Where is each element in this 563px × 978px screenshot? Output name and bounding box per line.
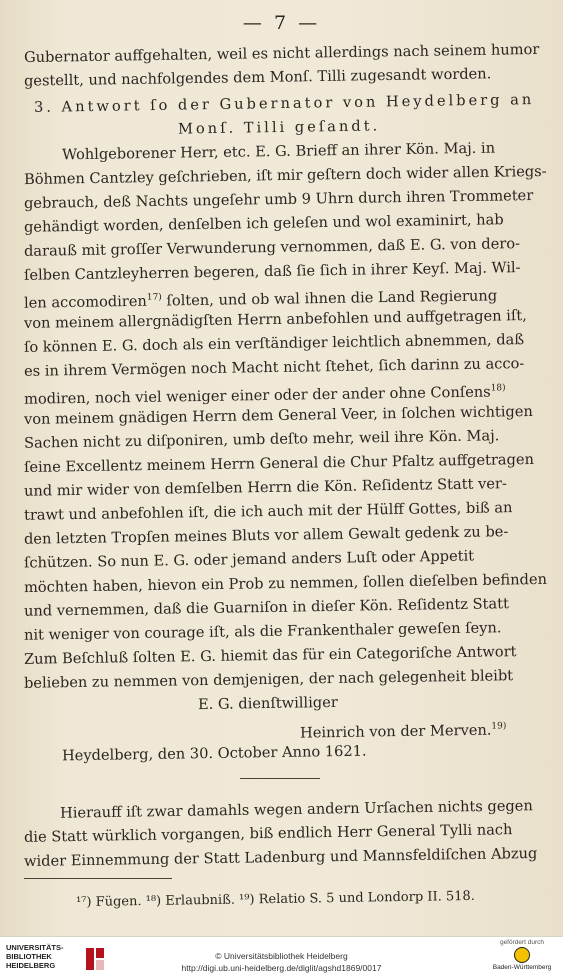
text-line: und mir wider von demſelben Herrn die Kön. Reſidentz Statt ver- (23, 475, 507, 500)
text-fragment: len accomodiren (23, 292, 147, 312)
section-heading-cont: Monſ. Tilli geſandt. (177, 117, 381, 138)
text-line: gebrauch, deß Nachts ungeſehr umb 9 Uhrn durch ihren Trommeter (23, 187, 534, 212)
funding-badge (487, 939, 557, 977)
text-line: belieben zu nemmen von demjenigen, der nach gelegenheit bleibt (23, 667, 514, 692)
text-line: es in ihrem Vermögen noch Macht nicht ſtehet, ſich darinn zu acco- (23, 355, 525, 380)
text-line: den letzten Tropſen meines Bluts vor allem Gewalt gedenk zu be- (23, 523, 509, 548)
footnote-ref-19: 19) (491, 721, 507, 732)
text-line: Böhmen Cantzley geſchrieben, iſt mir geſtern doch wider allen Kriegs- (23, 162, 547, 189)
library-name: UNIVERSITÄTS- BIBLIOTHEK HEIDELBERG (6, 943, 64, 970)
page-number: — 7 — (242, 12, 321, 34)
text-line: ſchützen. So nun E. G. oder jemand anders Luſt oder Appetit (23, 547, 475, 572)
funder-name: Baden-Württemberg (492, 964, 552, 971)
footnote-ref-17: 17) (146, 292, 162, 303)
text-line: darauß mit groſſer Verwunderung vernommen, daß E. G. von dero- (23, 235, 521, 260)
section-heading: 3. Antwort ſo der Gubernator von Heydelberg an (33, 91, 535, 116)
text-line: von meinem allergnädigſten Herrn anbefohlen und auffgetragen iſt, (23, 307, 527, 332)
text-line: Hierauff iſt zwar damahls wegen andern Urſachen nichts gegen (59, 797, 533, 822)
text-line: ſelben Cantzleyherren begeren, daß ſie ſich in ihrer Keyſ. Maj. Wil- (23, 259, 521, 284)
text-fragment: ſolten, und ob wal ihnen die Land Regierung (161, 287, 498, 310)
text-line: nit weniger von courage iſt, als die Frankenthaler geweſen ſeyn. (23, 619, 502, 644)
page-url-link[interactable]: http://digi.ub.uni-heidelberg.de/diglit/agshd1869/0017 (181, 963, 382, 973)
text-line: die Statt würklich vorgangen, biß endlich Herr General Tylli nach (23, 821, 513, 846)
text-line: ſo können E. G. doch als ein verſtändiger leichtlich abnemmen, daß (23, 331, 525, 356)
text-line: Gubernator auffgehalten, weil es nicht allerdings nach seinem humor (23, 40, 540, 67)
text-line: gestellt, und nachfolgendes dem Monſ. Tilli zugesandt worden. (23, 65, 492, 90)
date-line: Heydelberg, den 30. October Anno 1621. (61, 742, 367, 765)
copyright-text: © Universitätsbibliothek Heidelberg (215, 951, 348, 961)
text-fragment: modiren, noch viel weniger einer oder der ander ohne Conſens (23, 383, 491, 408)
footnote-ref-18: 18) (490, 383, 506, 394)
text-line: Zum Beſchluß ſolten E. G. hiemit das für ein Categoriſche Antwort (23, 643, 517, 668)
text-line: gehändigt worden, denſelben ich geleſen und wol examinirt, hab (23, 211, 504, 236)
text-line: ſeine Excellentz meinem Herrn General die Chur Pfaltz auffgetragen (23, 450, 535, 477)
funded-by-label: gefördert durch (499, 939, 545, 946)
signature-line (300, 716, 507, 743)
text-line: Wohlgeborener Herr, etc. E. G. Brieff an ihrer Kön. Maj. in (61, 139, 496, 164)
text-line: und vernemmen, daß die Guarniſon in dieſer Kön. Reſidentz Statt (23, 595, 510, 620)
section-divider (240, 778, 320, 779)
text-line: möchten haben, hievon ein Prob zu nemmen, ſollen dieſelben befinden (23, 570, 548, 597)
closing-line: E. G. dienſtwilliger (197, 693, 338, 714)
viewer-footer (0, 936, 563, 978)
text-line: trawt und anbefohlen iſt, die ich auch mit der Hülff Gottes, biß an (23, 499, 513, 524)
footnote-divider (24, 878, 172, 879)
funder-emblem-icon (514, 947, 530, 963)
text-line: Sachen nicht zu diſponiren, umb deſto mehr, weil ihre Kön. Maj. (23, 427, 500, 452)
text-line: von meinem gnädigen Herrn dem General Veer, in ſolchen wichtigen (23, 403, 533, 428)
text-line: wider Einnemmung der Statt Ladenburg und Mannsfeldiſchen Abzug (23, 844, 538, 871)
signature-name: Heinrich von der Merven. (299, 721, 492, 742)
footnotes: ¹⁷) Fügen. ¹⁸) Erlaubniß. ¹⁹) Relatio S. 5 und Londorp II. 518. (75, 888, 475, 911)
